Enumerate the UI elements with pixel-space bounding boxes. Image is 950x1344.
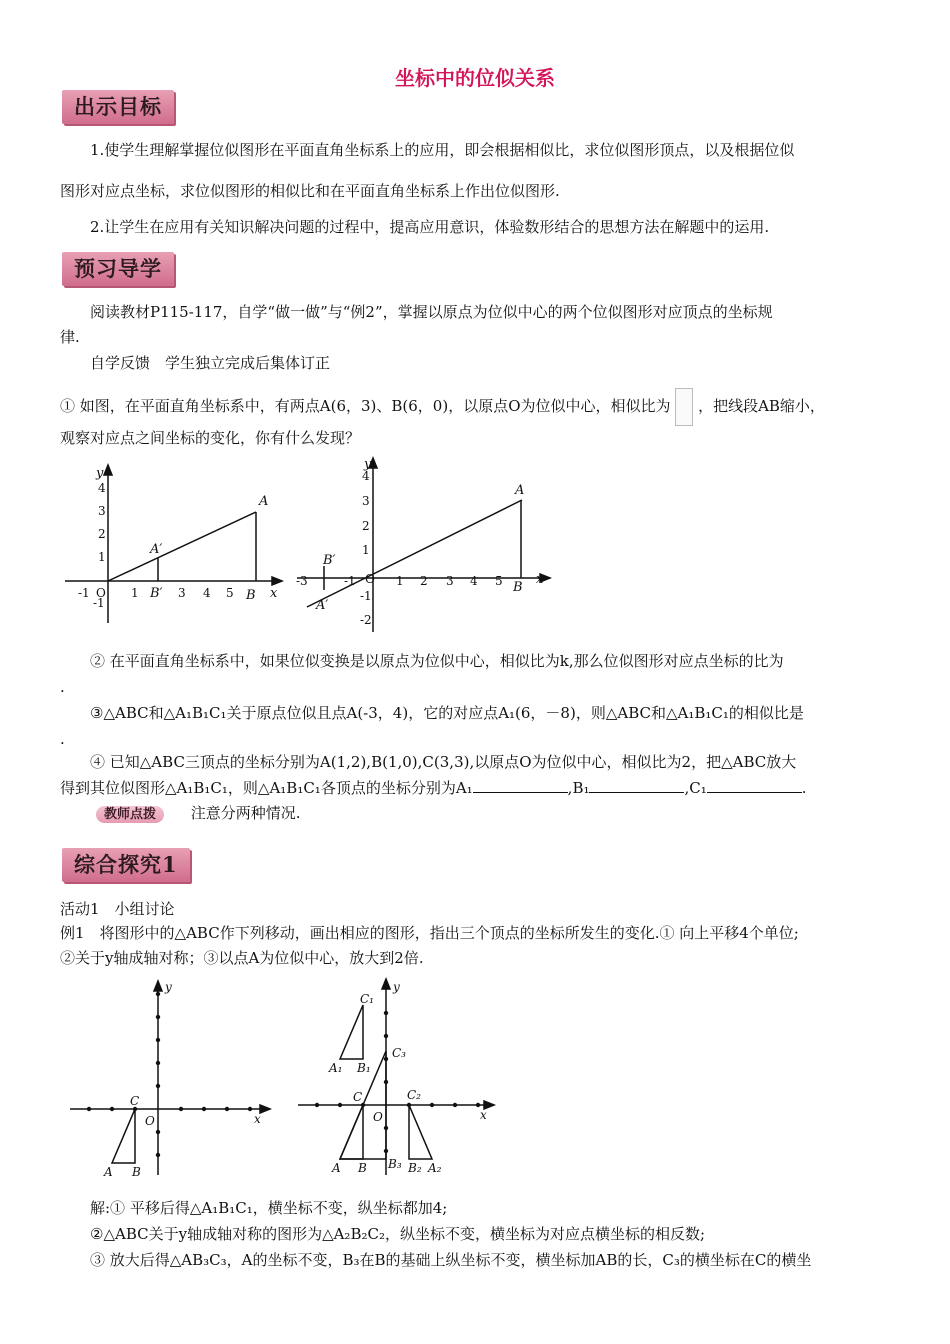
figure-4-transformations — [296, 975, 501, 1180]
fig4-point-b2: B₂ — [408, 1161, 422, 1175]
fig1-tick-y3: 3 — [98, 504, 106, 518]
goal-1-line-a: 1.使学生理解掌握位似图形在平面直角坐标系上的应用，即会根据相似比，求位似图形顶点，以及根据位似 — [90, 141, 795, 159]
fig2-tick-x4: 4 — [470, 574, 478, 588]
fig2-tick-y4: 4 — [362, 469, 370, 483]
fig3-point-a: A — [104, 1165, 113, 1179]
fig4-point-a: A — [332, 1161, 341, 1175]
goal-1-line-b: 图形对应点坐标，求位似图形的相似比和在平面直角坐标系上作出位似图形. — [60, 182, 560, 200]
figure-2-coordinate-plot — [292, 450, 554, 640]
solution-line-2: ②△ABC关于y轴成轴对称的图形为△A₂B₂C₂，纵坐标不变，横坐标为对应点横坐标的相反数; — [90, 1225, 706, 1243]
question-4-text-e: . — [801, 779, 807, 797]
fig4-point-a1: A₁ — [329, 1061, 343, 1075]
question-1-line-a — [60, 388, 825, 426]
example-1-line-a: 例1 将图形中的△ABC作下列移动，画出相应的图形，指出三个顶点的坐标所发生的变化.① 向上平移4个单位; — [60, 924, 799, 942]
fig4-point-b3: B₃ — [388, 1157, 402, 1171]
fig2-point-a-prime: A′ — [316, 598, 329, 613]
fig2-tick-y-neg1: -1 — [360, 589, 372, 603]
fig2-tick-x-neg3: -3 — [296, 574, 308, 588]
question-3-line-a: ③△ABC和△A₁B₁C₁关于原点位似且点A(-3，4)，它的对应点A₁(6，－8)，则△ABC和△A₁B₁C₁的相似比是 — [90, 704, 804, 722]
fig2-tick-y1: 1 — [362, 543, 370, 557]
question-3-line-b: . — [60, 730, 65, 748]
question-4-text-b: 得到其位似图形△A₁B₁C₁，则△A₁B₁C₁各顶点的坐标分别为A₁ — [60, 779, 473, 797]
question-1-text-b: ，把线段AB缩小， — [698, 397, 825, 415]
fig2-tick-y-neg2: -2 — [360, 613, 372, 627]
fig2-point-b: B — [513, 580, 523, 595]
question-2-line-a: ② 在平面直角坐标系中，如果位似变换是以原点为位似中心，相似比为k,那么位似图形对应点坐标的比为 — [90, 652, 784, 670]
section-banner-goals: 出示目标 — [62, 90, 174, 124]
fig2-tick-x2: 2 — [420, 574, 428, 588]
preview-reading-a: 阅读教材P115-117，自学“做一做”与“例2”，掌握以原点为位似中心的两个位似图形对应顶点的坐标规 — [90, 303, 773, 321]
answer-blank-c1[interactable] — [707, 792, 802, 793]
question-1-text-a: ① 如图，在平面直角坐标系中，有两点A(6，3)、B(6，0)，以原点O为位似中心，相似比为 — [60, 397, 671, 415]
fig3-y-label: y — [165, 980, 172, 994]
solution-line-1: 解:① 平移后得△A₁B₁C₁，横坐标不变，纵坐标都加4; — [90, 1199, 448, 1217]
teacher-tip-text: 注意分两种情况. — [190, 804, 301, 822]
fig1-x-label: x — [270, 586, 278, 601]
preview-feedback: 自学反馈 学生独立完成后集体订正 — [90, 354, 331, 372]
figure-1-coordinate-plot — [60, 455, 290, 630]
fig3-point-b: B — [132, 1165, 141, 1179]
fig3-point-c: C — [130, 1094, 140, 1108]
fig4-point-b: B — [358, 1161, 367, 1175]
fig4-origin: O — [373, 1110, 383, 1124]
question-4-text-d: ,C₁ — [684, 779, 707, 797]
question-1-line-c: 观察对应点之间坐标的变化，你有什么发现？ — [60, 429, 361, 447]
fig2-tick-y2: 2 — [362, 519, 370, 533]
fig1-point-b-prime: B′ — [150, 586, 163, 601]
fig1-tick-x4: 4 — [203, 586, 211, 600]
question-4-text-c: ,B₁ — [567, 779, 590, 797]
fig4-point-c3: C₃ — [392, 1046, 406, 1060]
figure-3-triangle-abc — [68, 975, 278, 1180]
question-4-line-b — [60, 775, 807, 801]
fig2-tick-y3: 3 — [362, 494, 370, 508]
section-banner-preview: 预习导学 — [62, 252, 174, 286]
fig2-x-label: x — [536, 572, 544, 587]
page-title: 坐标中的位似关系 — [395, 66, 555, 90]
fig2-tick-x5: 5 — [495, 574, 503, 588]
fig2-point-a: A — [515, 483, 525, 498]
fig4-x-label: x — [480, 1108, 487, 1122]
fig1-tick-x-neg1: -1 — [78, 586, 90, 600]
fig4-point-b1: B₁ — [357, 1061, 371, 1075]
fig3-origin: O — [145, 1114, 155, 1128]
fig1-tick-y-neg1: -1 — [93, 596, 105, 610]
fig1-tick-y2: 2 — [98, 527, 106, 541]
fig4-point-a2: A₂ — [428, 1161, 442, 1175]
activity-title: 活动1 小组讨论 — [60, 900, 175, 918]
answer-blank-a1[interactable] — [473, 792, 568, 793]
fig3-x-label: x — [254, 1112, 261, 1126]
fig1-tick-y1: 1 — [98, 550, 106, 564]
fig2-tick-x3: 3 — [446, 574, 454, 588]
fraction-image-icon — [675, 388, 693, 426]
example-1-line-b: ②关于y轴成轴对称；③以点A为位似中心，放大到2倍. — [60, 949, 424, 967]
fig1-tick-x5: 5 — [226, 586, 234, 600]
fig2-point-b-prime: B′ — [323, 553, 336, 568]
fig1-origin: O — [96, 586, 106, 600]
fig1-point-a: A — [259, 494, 269, 509]
fig4-y-label: y — [393, 980, 400, 994]
section-banner-explore: 综合探究1 — [62, 848, 190, 882]
question-2-line-b: . — [60, 678, 65, 696]
fig1-y-label: y — [96, 466, 104, 481]
fig1-point-a-prime: A′ — [150, 542, 163, 557]
fig2-tick-x1: 1 — [396, 574, 404, 588]
teacher-tip — [96, 802, 301, 823]
preview-reading-b: 律. — [60, 328, 80, 346]
fig1-tick-y4: 4 — [98, 481, 106, 495]
question-4-line-a: ④ 已知△ABC三顶点的坐标分别为A(1,2),B(1,0),C(3,3),以原点O为位似中心，相似比为2，把△ABC放大 — [90, 753, 797, 771]
fig4-point-c1: C₁ — [360, 992, 374, 1006]
fig2-y-label: y — [364, 457, 372, 472]
fig4-point-c: C — [353, 1090, 363, 1104]
fig1-tick-x1: 1 — [131, 586, 139, 600]
fig1-tick-x3: 3 — [178, 586, 186, 600]
goal-2: 2.让学生在应用有关知识解决问题的过程中，提高应用意识，体验数形结合的思想方法在解题中的运用. — [90, 218, 770, 236]
answer-blank-b1[interactable] — [589, 792, 684, 793]
solution-line-3: ③ 放大后得△AB₃C₃，A的坐标不变，B₃在B的基础上纵坐标不变，横坐标加AB的长，C₃的横坐标在C的横坐 — [90, 1251, 812, 1269]
fig4-point-c2: C₂ — [407, 1088, 421, 1102]
teacher-tip-badge: 教师点拨 — [96, 806, 164, 823]
fig2-origin: O — [365, 572, 375, 586]
fig2-tick-x-neg1: -1 — [344, 574, 356, 588]
fig1-point-b: B — [246, 588, 256, 603]
